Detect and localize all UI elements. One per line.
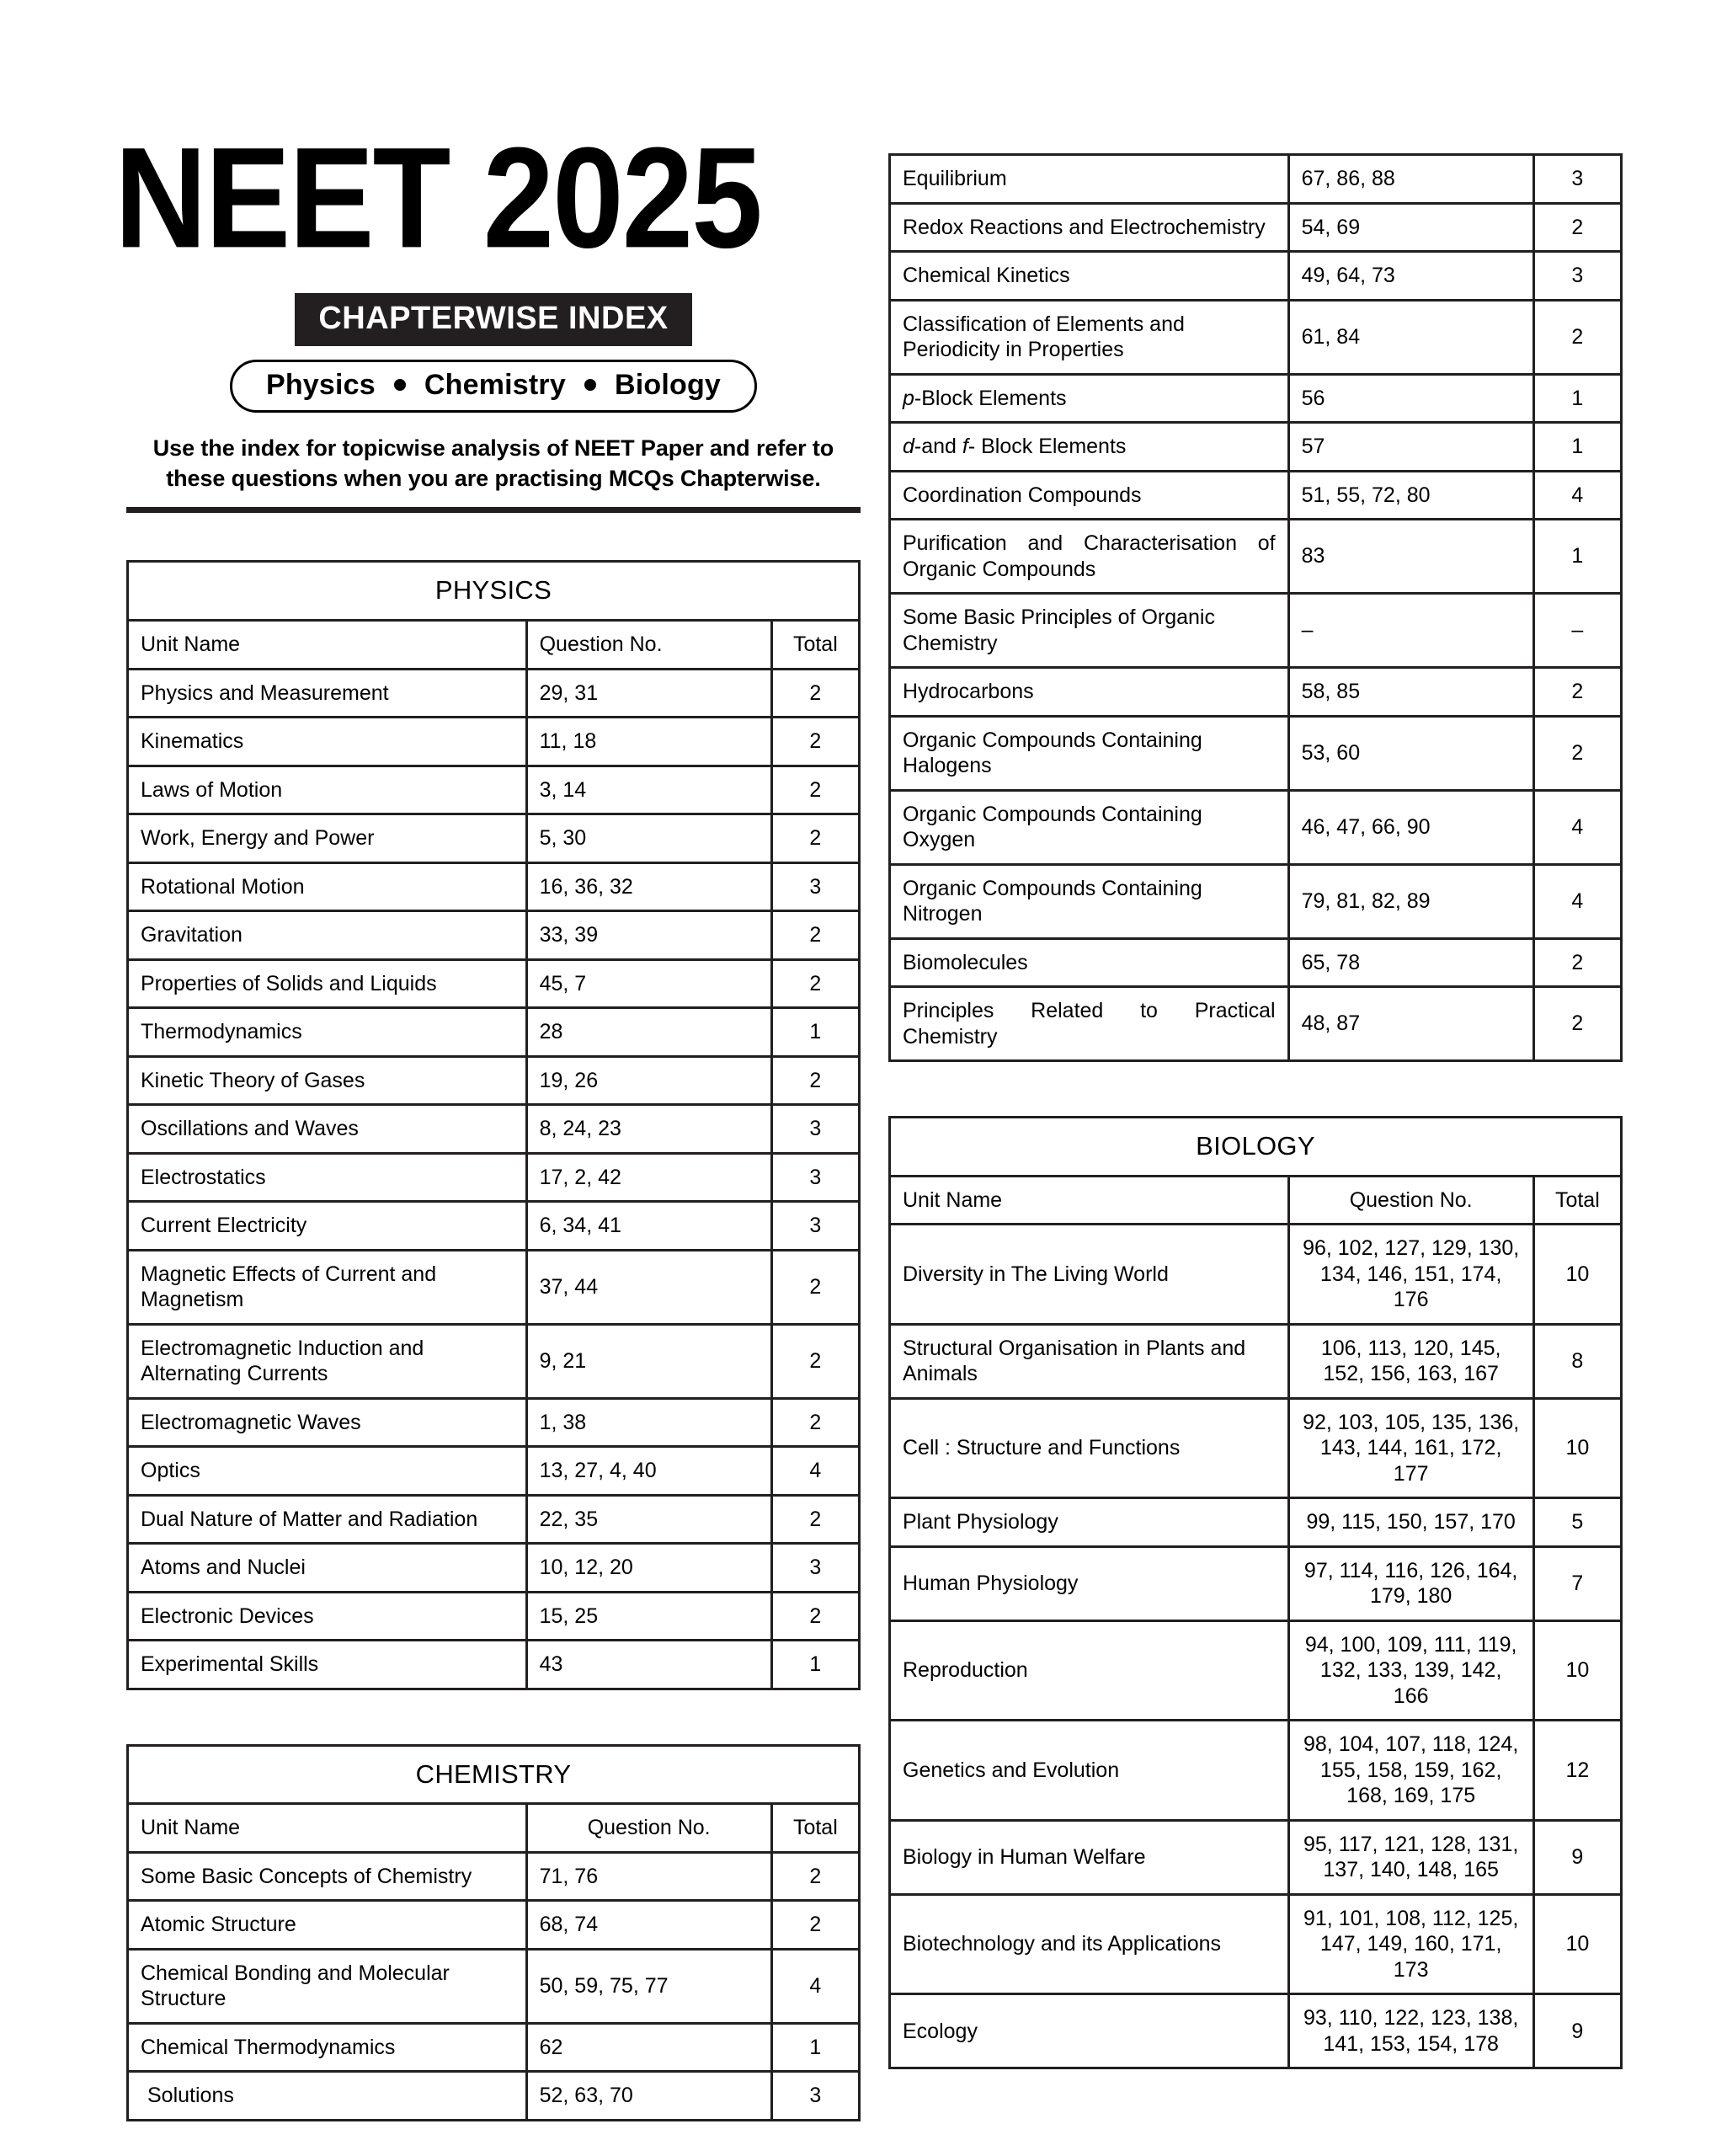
- table-row: [890, 471, 1622, 520]
- cell-total: 1: [1533, 423, 1621, 472]
- cell-total: 1: [771, 2023, 859, 2072]
- cell-question-numbers: 5, 30: [526, 814, 771, 863]
- cell-total: 4: [1533, 864, 1621, 938]
- cell-total: 1: [1533, 374, 1621, 423]
- cell-question-numbers: 68, 74: [526, 1901, 771, 1950]
- cell-unit-name: Experimental Skills: [128, 1641, 527, 1689]
- cell-total: 4: [1533, 790, 1621, 864]
- table-row: [128, 1592, 860, 1641]
- cell-question-numbers: 3, 14: [526, 766, 771, 814]
- table-row: [890, 1398, 1622, 1498]
- cell-unit-name: Electromagnetic Waves: [128, 1398, 527, 1447]
- cell-unit-name: Properties of Solids and Liquids: [128, 959, 527, 1008]
- subjects-pill: [230, 360, 757, 413]
- table-row: [890, 938, 1622, 987]
- cell-total: 2: [771, 669, 859, 718]
- table-row: [128, 959, 860, 1008]
- table-row: [128, 1852, 860, 1901]
- cell-question-numbers: 94, 100, 109, 111, 119, 132, 133, 139, 142, 166: [1288, 1620, 1533, 1721]
- cell-question-numbers: 33, 39: [526, 911, 771, 960]
- cell-unit-name: Kinematics: [128, 718, 527, 766]
- cell-question-numbers: 91, 101, 108, 112, 125, 147, 149, 160, 171, 173: [1288, 1894, 1533, 1994]
- cell-total: 12: [1533, 1721, 1621, 1821]
- spacer: [126, 1690, 861, 1744]
- cell-total: 3: [771, 1105, 859, 1154]
- cell-total: 3: [771, 1544, 859, 1593]
- cell-unit-name: Biology in Human Welfare: [890, 1820, 1289, 1894]
- cell-total: 4: [1533, 471, 1621, 520]
- physics-table: [126, 560, 861, 1689]
- cell-unit-name: Chemical Kinetics: [890, 252, 1289, 301]
- cell-unit-name: Hydrocarbons: [890, 668, 1289, 717]
- cell-question-numbers: –: [1288, 594, 1533, 668]
- cell-unit-name: Chemical Thermodynamics: [128, 2023, 527, 2072]
- column-header-question-no: Question No.: [526, 621, 771, 670]
- table-row: [128, 1250, 860, 1324]
- table-row: [890, 987, 1622, 1061]
- cell-total: 2: [771, 766, 859, 814]
- table-row: [128, 1901, 860, 1950]
- table-row: [128, 1056, 860, 1105]
- cell-question-numbers: 22, 35: [526, 1495, 771, 1544]
- table-row: [890, 716, 1622, 790]
- table-row: [890, 423, 1622, 472]
- cell-unit-name: Some Basic Concepts of Chemistry: [128, 1852, 527, 1901]
- cell-unit-name: Equilibrium: [890, 155, 1289, 204]
- cell-total: 5: [1533, 1498, 1621, 1547]
- cell-question-numbers: 57: [1288, 423, 1533, 472]
- cell-question-numbers: 6, 34, 41: [526, 1202, 771, 1251]
- cell-unit-name: d-and f- Block Elements: [890, 423, 1289, 472]
- cell-total: 10: [1533, 1620, 1621, 1721]
- cell-total: 2: [1533, 300, 1621, 374]
- cell-question-numbers: 95, 117, 121, 128, 131, 137, 140, 148, 165: [1288, 1820, 1533, 1894]
- cell-unit-name: Human Physiology: [890, 1546, 1289, 1620]
- chapterwise-badge-wrap: [126, 293, 861, 346]
- cell-question-numbers: 50, 59, 75, 77: [526, 1949, 771, 2023]
- cell-question-numbers: 48, 87: [1288, 987, 1533, 1061]
- cell-total: 1: [771, 1641, 859, 1689]
- cell-unit-name: Principles Related to Practical Chemistry: [890, 987, 1289, 1061]
- cell-unit-name: Organic Compounds Containing Halogens: [890, 716, 1289, 790]
- biology-table: [888, 1116, 1623, 2069]
- column-header-total: Total: [1533, 1176, 1621, 1225]
- cell-total: 2: [771, 1592, 859, 1641]
- chemistry-table: [126, 1744, 861, 2121]
- cell-total: 2: [771, 911, 859, 960]
- cell-total: 2: [1533, 938, 1621, 987]
- table-row: [128, 1495, 860, 1544]
- cell-unit-name: Redox Reactions and Electrochemistry: [890, 203, 1289, 252]
- cell-question-numbers: 54, 69: [1288, 203, 1533, 252]
- column-header-question-no: Question No.: [526, 1804, 771, 1853]
- table-row: [890, 1994, 1622, 2068]
- table-row: [890, 1546, 1622, 1620]
- cell-unit-name: Electrostatics: [128, 1153, 527, 1202]
- table-row: [128, 814, 860, 863]
- cell-question-numbers: 52, 63, 70: [526, 2072, 771, 2121]
- cell-unit-name: Some Basic Principles of Organic Chemistry: [890, 594, 1289, 668]
- cell-question-numbers: 43: [526, 1641, 771, 1689]
- chemistry-continued-table: [888, 153, 1623, 1062]
- table-row: [128, 1008, 860, 1057]
- cell-unit-name: Atomic Structure: [128, 1901, 527, 1950]
- table-row: [890, 520, 1622, 594]
- cell-total: 10: [1533, 1225, 1621, 1325]
- cell-total: 8: [1533, 1324, 1621, 1398]
- cell-unit-name: Cell : Structure and Functions: [890, 1398, 1289, 1498]
- cell-unit-name: Current Electricity: [128, 1202, 527, 1251]
- cell-unit-name: Gravitation: [128, 911, 527, 960]
- cell-question-numbers: 96, 102, 127, 129, 130, 134, 146, 151, 174, 176: [1288, 1225, 1533, 1325]
- cell-question-numbers: 98, 104, 107, 118, 124, 155, 158, 159, 162, 168, 169, 175: [1288, 1721, 1533, 1821]
- header-divider: [126, 507, 861, 513]
- table-row: [128, 862, 860, 911]
- cell-question-numbers: 9, 21: [526, 1324, 771, 1398]
- cell-unit-name: Classification of Elements and Periodicity in Properties: [890, 300, 1289, 374]
- table-row: [890, 155, 1622, 204]
- cell-question-numbers: 1, 38: [526, 1398, 771, 1447]
- cell-unit-name: Coordination Compounds: [890, 471, 1289, 520]
- subject-chemistry: Chemistry: [424, 369, 566, 401]
- cell-question-numbers: 28: [526, 1008, 771, 1057]
- cell-question-numbers: 106, 113, 120, 145, 152, 156, 163, 167: [1288, 1324, 1533, 1398]
- right-column: [888, 153, 1623, 2069]
- cell-question-numbers: 15, 25: [526, 1592, 771, 1641]
- cell-unit-name: Purification and Characterisation of Organic Compounds: [890, 520, 1289, 594]
- subject-biology: Biology: [614, 369, 722, 401]
- cell-total: 2: [1533, 716, 1621, 790]
- cell-unit-name: Structural Organisation in Plants and Animals: [890, 1324, 1289, 1398]
- cell-question-numbers: 71, 76: [526, 1852, 771, 1901]
- cell-unit-name: Laws of Motion: [128, 766, 527, 814]
- cell-total: 3: [771, 1202, 859, 1251]
- cell-total: 3: [771, 862, 859, 911]
- table-row: [890, 790, 1622, 864]
- cell-question-numbers: 79, 81, 82, 89: [1288, 864, 1533, 938]
- table-row: [128, 1324, 860, 1398]
- table-row: [890, 594, 1622, 668]
- cell-total: 7: [1533, 1546, 1621, 1620]
- cell-question-numbers: 61, 84: [1288, 300, 1533, 374]
- cell-total: 2: [771, 1250, 859, 1324]
- table-row: [128, 1544, 860, 1593]
- cell-question-numbers: 49, 64, 73: [1288, 252, 1533, 301]
- cell-question-numbers: 37, 44: [526, 1250, 771, 1324]
- cell-unit-name: Organic Compounds Containing Oxygen: [890, 790, 1289, 864]
- page-title: NEET 2025: [115, 117, 761, 279]
- cell-question-numbers: 46, 47, 66, 90: [1288, 790, 1533, 864]
- subjects-pill-wrap: [126, 360, 861, 413]
- cell-total: 4: [771, 1447, 859, 1496]
- table-row: [128, 1202, 860, 1251]
- cell-unit-name: Electronic Devices: [128, 1592, 527, 1641]
- column-header-question-no: Question No.: [1288, 1176, 1533, 1225]
- cell-unit-name: Physics and Measurement: [128, 669, 527, 718]
- cell-total: 2: [771, 718, 859, 766]
- cell-total: 3: [771, 1153, 859, 1202]
- table-row: [890, 864, 1622, 938]
- cell-unit-name: Plant Physiology: [890, 1498, 1289, 1547]
- table-row: [128, 2023, 860, 2072]
- table-row: [128, 1398, 860, 1447]
- cell-unit-name: Atoms and Nuclei: [128, 1544, 527, 1593]
- cell-question-numbers: 13, 27, 4, 40: [526, 1447, 771, 1496]
- left-column: [115, 117, 861, 2121]
- cell-total: 3: [1533, 155, 1621, 204]
- cell-total: 2: [771, 1324, 859, 1398]
- cell-unit-name: p-Block Elements: [890, 374, 1289, 423]
- cell-unit-name: Thermodynamics: [128, 1008, 527, 1057]
- masthead: [115, 117, 861, 513]
- bullet-separator-icon: [394, 379, 406, 391]
- cell-unit-name: Genetics and Evolution: [890, 1721, 1289, 1821]
- biology-table-title: BIOLOGY: [890, 1118, 1622, 1177]
- table-row: [890, 1894, 1622, 1994]
- cell-unit-name: Rotational Motion: [128, 862, 527, 911]
- column-header-total: Total: [771, 621, 859, 670]
- cell-unit-name: Diversity in The Living World: [890, 1225, 1289, 1325]
- cell-total: 1: [771, 1008, 859, 1057]
- cell-unit-name: Organic Compounds Containing Nitrogen: [890, 864, 1289, 938]
- cell-question-numbers: 62: [526, 2023, 771, 2072]
- cell-unit-name: Work, Energy and Power: [128, 814, 527, 863]
- cell-total: 2: [771, 1495, 859, 1544]
- cell-question-numbers: 92, 103, 105, 135, 136, 143, 144, 161, 172, 177: [1288, 1398, 1533, 1498]
- cell-question-numbers: 58, 85: [1288, 668, 1533, 717]
- cell-total: 2: [771, 1398, 859, 1447]
- column-header-unit-name: Unit Name: [128, 1804, 527, 1853]
- cell-total: 2: [771, 1901, 859, 1950]
- table-row: [890, 668, 1622, 717]
- table-row: [128, 1949, 860, 2023]
- cell-total: 2: [1533, 987, 1621, 1061]
- cell-unit-name: Oscillations and Waves: [128, 1105, 527, 1154]
- cell-question-numbers: 19, 26: [526, 1056, 771, 1105]
- cell-total: 2: [1533, 203, 1621, 252]
- table-row: [890, 1721, 1622, 1821]
- cell-unit-name: Kinetic Theory of Gases: [128, 1056, 527, 1105]
- cell-unit-name: Biotechnology and its Applications: [890, 1894, 1289, 1994]
- spacer: [888, 1062, 1623, 1116]
- physics-table-title: PHYSICS: [128, 562, 860, 621]
- cell-unit-name: Electromagnetic Induction and Alternating Currents: [128, 1324, 527, 1398]
- cell-unit-name: Ecology: [890, 1994, 1289, 2068]
- cell-unit-name: Optics: [128, 1447, 527, 1496]
- cell-question-numbers: 8, 24, 23: [526, 1105, 771, 1154]
- cell-question-numbers: 51, 55, 72, 80: [1288, 471, 1533, 520]
- cell-total: 2: [1533, 668, 1621, 717]
- cell-unit-name: Magnetic Effects of Current and Magnetism: [128, 1250, 527, 1324]
- cell-question-numbers: 11, 18: [526, 718, 771, 766]
- cell-question-numbers: 29, 31: [526, 669, 771, 718]
- table-row: [128, 766, 860, 814]
- cell-question-numbers: 56: [1288, 374, 1533, 423]
- table-title-row: [890, 1118, 1622, 1177]
- cell-total: 1: [1533, 520, 1621, 594]
- table-row: [890, 252, 1622, 301]
- tagline: Use the index for topicwise analysis of NEET Paper and refer to these questions when you are practising MCQs Chapterwise.: [152, 435, 834, 492]
- cell-total: 2: [771, 814, 859, 863]
- cell-question-numbers: 53, 60: [1288, 716, 1533, 790]
- cell-question-numbers: 45, 7: [526, 959, 771, 1008]
- table-row: [890, 1324, 1622, 1398]
- cell-total: 9: [1533, 1820, 1621, 1894]
- cell-unit-name: Solutions: [128, 2072, 527, 2121]
- table-row: [128, 1447, 860, 1496]
- column-header-unit-name: Unit Name: [890, 1176, 1289, 1225]
- subject-physics: Physics: [265, 369, 376, 401]
- table-row: [890, 1620, 1622, 1721]
- column-header-total: Total: [771, 1804, 859, 1853]
- cell-question-numbers: 99, 115, 150, 157, 170: [1288, 1498, 1533, 1547]
- cell-question-numbers: 83: [1288, 520, 1533, 594]
- table-row: [890, 374, 1622, 423]
- chemistry-table-title: CHEMISTRY: [128, 1745, 860, 1804]
- cell-question-numbers: 65, 78: [1288, 938, 1533, 987]
- cell-total: 3: [771, 2072, 859, 2121]
- table-row: [890, 1820, 1622, 1894]
- cell-question-numbers: 93, 110, 122, 123, 138, 141, 153, 154, 178: [1288, 1994, 1533, 2068]
- cell-question-numbers: 10, 12, 20: [526, 1544, 771, 1593]
- cell-question-numbers: 97, 114, 116, 126, 164, 179, 180: [1288, 1546, 1533, 1620]
- cell-unit-name: Biomolecules: [890, 938, 1289, 987]
- cell-total: 9: [1533, 1994, 1621, 2068]
- cell-unit-name: Chemical Bonding and Molecular Structure: [128, 1949, 527, 2023]
- cell-total: –: [1533, 594, 1621, 668]
- cell-total: 3: [1533, 252, 1621, 301]
- chapterwise-badge: CHAPTERWISE INDEX: [295, 293, 691, 346]
- cell-total: 10: [1533, 1894, 1621, 1994]
- table-row: [890, 203, 1622, 252]
- cell-total: 2: [771, 1852, 859, 1901]
- table-row: [128, 1153, 860, 1202]
- cell-unit-name: Reproduction: [890, 1620, 1289, 1721]
- cell-total: 2: [771, 1056, 859, 1105]
- table-header-row: [128, 621, 860, 670]
- cell-total: 10: [1533, 1398, 1621, 1498]
- cell-question-numbers: 67, 86, 88: [1288, 155, 1533, 204]
- cell-question-numbers: 17, 2, 42: [526, 1153, 771, 1202]
- column-header-unit-name: Unit Name: [128, 621, 527, 670]
- table-row: [128, 669, 860, 718]
- table-title-row: [128, 1745, 860, 1804]
- table-header-row: [890, 1176, 1622, 1225]
- table-row: [128, 1105, 860, 1154]
- table-title-row: [128, 562, 860, 621]
- cell-total: 2: [771, 959, 859, 1008]
- table-row: [128, 2072, 860, 2121]
- table-row: [128, 1641, 860, 1689]
- table-row: [890, 1498, 1622, 1547]
- cell-total: 4: [771, 1949, 859, 2023]
- cell-unit-name: Dual Nature of Matter and Radiation: [128, 1495, 527, 1544]
- table-header-row: [128, 1804, 860, 1853]
- table-row: [128, 718, 860, 766]
- table-row: [890, 300, 1622, 374]
- table-row: [128, 911, 860, 960]
- cell-question-numbers: 16, 36, 32: [526, 862, 771, 911]
- table-row: [890, 1225, 1622, 1325]
- bullet-separator-icon: [584, 379, 596, 391]
- spacer: [126, 513, 861, 560]
